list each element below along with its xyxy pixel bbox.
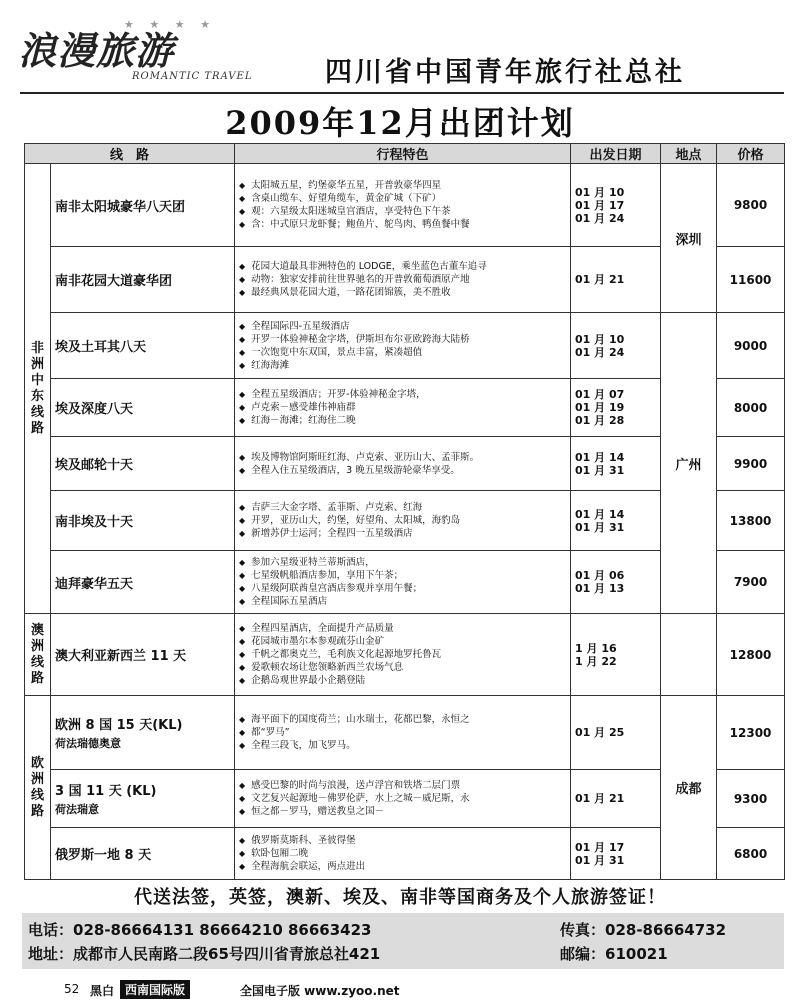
fax-number: 028-86664732	[605, 921, 727, 939]
departure-dates: 01 月 17 01 月 31	[571, 828, 661, 880]
route-features	[235, 491, 571, 551]
price: 9800	[717, 164, 785, 247]
route-name: 3 国 11 天 (KL) 荷法瑞意	[51, 770, 235, 828]
route-features	[235, 164, 571, 247]
header-location: 地点	[661, 144, 717, 164]
page-title: 2009年12月出团计划	[225, 104, 575, 142]
route-name: 埃及邮轮十天	[51, 437, 235, 491]
price: 12800	[717, 614, 785, 696]
tour-plan-table	[24, 143, 785, 880]
feature-item: ◆ 全程五星级酒店；开罗-体验神秘金字塔，	[239, 388, 566, 401]
table-header-row	[25, 144, 785, 164]
fax-row	[560, 919, 726, 940]
feature-item: ◆ 埃及博物馆阿斯旺红海、卢克索、亚历山大、孟菲斯。	[239, 451, 566, 464]
feature-item: ◆ 全程国际四-五星级酒店	[239, 320, 566, 333]
feature-item: ◆ 八星级阿联酋皇宫酒店参观并享用午餐；	[239, 582, 566, 595]
zip-row	[560, 943, 668, 964]
feature-item: ◆ 企鹅岛观世界最小企鹅登陆	[239, 674, 566, 687]
route-name: 俄罗斯一地 8 天	[51, 828, 235, 880]
feature-item: ◆ 开罗，亚历山大，约堡，好望角、太阳城，海豹岛	[239, 514, 566, 527]
visa-service-banner: 代送法签，英签，澳新、埃及、南非等国商务及个人旅游签证！	[134, 887, 666, 908]
route-name: 南非太阳城豪华八天团	[51, 164, 235, 247]
price: 8000	[717, 379, 785, 437]
feature-item: ◆ 七星级帆船酒店参加，享用下午茶；	[239, 569, 566, 582]
address-text: 成都市人民南路二段65号四川省青旅总社421	[73, 945, 381, 963]
feature-item: ◆ 开罗一体验神秘金字塔，伊斯坦布尔亚欧跨海大陆桥	[239, 333, 566, 346]
feature-item: ◆ 海平面下的国度荷兰；山水瑞士，花都巴黎，永恒之	[239, 713, 566, 726]
price: 9900	[717, 437, 785, 491]
table-row	[25, 696, 785, 770]
feature-item: ◆ 花园大道最具非洲特色的 LODGE，乘坐蓝色古董车追寻	[239, 260, 566, 273]
price: 9000	[717, 313, 785, 379]
price: 13800	[717, 491, 785, 551]
page-footer	[0, 980, 800, 1000]
feature-item: ◆ 观：六星级太阳迷城皇宫酒店，享受特色下午茶	[239, 205, 566, 218]
departure-dates: 01 月 10 01 月 17 01 月 24	[571, 164, 661, 247]
route-features	[235, 828, 571, 880]
price: 9300	[717, 770, 785, 828]
address-row	[28, 943, 380, 964]
feature-item: ◆ 全程四星酒店，全面提升产品质量	[239, 622, 566, 635]
logo-text: 浪漫旅游	[18, 28, 175, 73]
price: 6800	[717, 828, 785, 880]
route-features	[235, 614, 571, 696]
departure-dates: 01 月 10 01 月 24	[571, 313, 661, 379]
feature-item: ◆ 一次饱览中东双国，景点丰富，紧凑超值	[239, 346, 566, 359]
feature-item: ◆ 爱歌顿农场让您领略新西兰农场气息	[239, 661, 566, 674]
page-number: 52	[64, 982, 80, 996]
phone-row	[28, 919, 372, 940]
feature-item: ◆ 新增苏伊士运河；全程四一五星级酒店	[239, 527, 566, 540]
route-features	[235, 247, 571, 313]
route-name: 南非埃及十天	[51, 491, 235, 551]
header-dates: 出发日期	[571, 144, 661, 164]
region-africa-me: 非洲中东线路	[25, 164, 51, 614]
route-name: 迪拜豪华五天	[51, 551, 235, 614]
feature-item: ◆ 感受巴黎的时尚与浪漫，送卢浮宫和铁塔二层门票	[239, 779, 566, 792]
feature-item: ◆ 含桌山缆车、好望角缆车，黄金矿城（下矿）	[239, 192, 566, 205]
region-oceania: 澳洲线路	[25, 614, 51, 696]
table-row	[25, 164, 785, 247]
feature-item: ◆ 最经典风景花园大道，一路花团锦簇，美不胜收	[239, 286, 566, 299]
departure-dates: 01 月 14 01 月 31	[571, 491, 661, 551]
feature-item: ◆ 太阳城五星，约堡豪华五星，开普敦豪华四星	[239, 179, 566, 192]
feature-item: ◆ 全程入住五星级酒店，3 晚五星级游轮豪华享受。	[239, 464, 566, 477]
departure-dates: 01 月 14 01 月 31	[571, 437, 661, 491]
route-features	[235, 770, 571, 828]
zip-label: 邮编：	[560, 945, 606, 963]
location-shenzhen: 深圳	[661, 164, 717, 313]
route-name: 埃及深度八天	[51, 379, 235, 437]
location-empty	[661, 614, 717, 696]
route-features	[235, 379, 571, 437]
edition-badge: 西南国际版	[120, 980, 190, 999]
feature-item: ◆ 含：中式原只龙虾餐；鲍鱼片、鸵鸟肉、鸭鱼餐中餐	[239, 218, 566, 231]
contact-box	[22, 913, 784, 969]
feature-item: ◆ 千帆之都奥克兰，毛利族文化起源地罗托鲁瓦	[239, 648, 566, 661]
feature-item: ◆ 俄罗斯莫斯科、圣彼得堡	[239, 834, 566, 847]
feature-item: ◆ 花园城市墨尔本参观疏芬山金矿	[239, 635, 566, 648]
route-name: 澳大利亚新西兰 11 天	[51, 614, 235, 696]
route-name: 埃及土耳其八天	[51, 313, 235, 379]
feature-item: ◆ 软卧包厢二晚	[239, 847, 566, 860]
header-price: 价格	[717, 144, 785, 164]
price: 12300	[717, 696, 785, 770]
organization-name: 四川省中国青年旅行社总社	[325, 57, 685, 88]
feature-item: ◆ 动物：独家安排前往世界驰名的开普敦葡萄酒原产地	[239, 273, 566, 286]
feature-item: ◆ 卢克索－感受雄伟神庙群	[239, 401, 566, 414]
route-features	[235, 551, 571, 614]
feature-item: ◆ 全程海航会联运，两点进出	[239, 860, 566, 873]
region-europe: 欧洲线路	[25, 696, 51, 880]
print-color: 黑白	[90, 984, 115, 998]
feature-item: ◆ 全程三段飞，加飞罗马。	[239, 739, 566, 752]
feature-item: ◆ 红海－海滩；红海住二晚	[239, 414, 566, 427]
route-name: 欧洲 8 国 15 天(KL) 荷法瑞德奥意	[51, 696, 235, 770]
location-chengdu: 成都	[661, 696, 717, 880]
location-guangzhou: 广州	[661, 313, 717, 614]
feature-item: ◆ 吉萨三大金字塔、孟菲斯、卢克索、红海	[239, 501, 566, 514]
fax-label: 传真：	[560, 921, 606, 939]
feature-item: ◆ 文艺复兴起源地－佛罗伦萨，水上之城－威尼斯，永	[239, 792, 566, 805]
header-route: 线 路	[25, 144, 235, 164]
departure-dates: 01 月 25	[571, 696, 661, 770]
departure-dates: 01 月 21	[571, 770, 661, 828]
route-features	[235, 696, 571, 770]
website-link[interactable]: 全国电子版 www.zyoo.net	[240, 984, 400, 998]
feature-item: ◆ 参加六星级亚特兰蒂斯酒店，	[239, 556, 566, 569]
table-row	[25, 313, 785, 379]
zip-code: 610021	[605, 945, 668, 963]
brand-logo	[14, 16, 264, 86]
departure-dates: 01 月 06 01 月 13	[571, 551, 661, 614]
phone-label: 电话：	[28, 921, 74, 939]
route-name: 南非花园大道豪华团	[51, 247, 235, 313]
feature-item: ◆ 红海海滩	[239, 359, 566, 372]
table-row	[25, 614, 785, 696]
feature-item: ◆ 都“罗马”	[239, 726, 566, 739]
feature-item: ◆ 恒之都－罗马，赠送教皇之国－	[239, 805, 566, 818]
logo-subtitle: ROMANTIC TRAVEL	[132, 71, 253, 82]
departure-dates: 1 月 16 1 月 22	[571, 614, 661, 696]
address-label: 地址：	[28, 945, 74, 963]
departure-dates: 01 月 21	[571, 247, 661, 313]
price: 11600	[717, 247, 785, 313]
feature-item: ◆ 全程国际五星酒店	[239, 595, 566, 608]
star-decoration-icon: ★ ★ ★ ★	[124, 18, 216, 31]
route-features	[235, 437, 571, 491]
header-features: 行程特色	[235, 144, 571, 164]
title-divider	[20, 92, 784, 94]
route-features	[235, 313, 571, 379]
price: 7900	[717, 551, 785, 614]
departure-dates: 01 月 07 01 月 19 01 月 28	[571, 379, 661, 437]
phone-numbers: 028-86664131 86664210 86663423	[73, 921, 372, 939]
